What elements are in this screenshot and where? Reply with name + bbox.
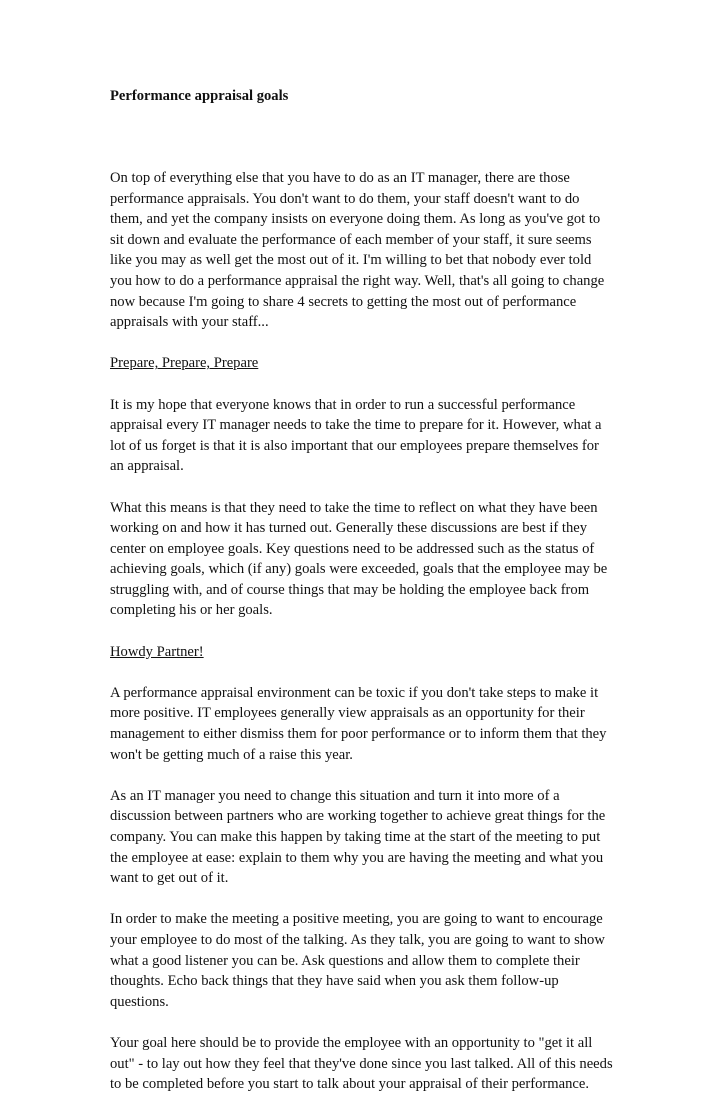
text-line: appraisal every IT manager needs to take the time to prepare for it. However, what a <box>110 417 602 434</box>
text-line: company. You can make this happen by taking time at the start of the meeting to put <box>110 829 601 845</box>
text-line: you how to do a performance appraisal the right way. Well, that's all going to change <box>110 272 605 289</box>
text-line: It is my hope that everyone knows that in order to run a successful performance <box>110 396 576 413</box>
section-heading-howdy-partner: Howdy Partner! <box>110 643 204 660</box>
text-line: performance appraisals. You don't want to do them, your staff doesn't want to do <box>110 190 580 207</box>
text-line: working on and how it has turned out. Generally these discussions are best if they <box>110 520 588 537</box>
text-line: On top of everything else that you have to do as an IT manager, there are those <box>110 170 570 186</box>
text-line: like you may as well get the most out of it. I'm willing to bet that nobody ever told <box>110 252 592 269</box>
text-line: the employee at ease: explain to them why you are having the meeting and what you <box>110 849 604 866</box>
text-line: struggling with, and of course things that may be holding the employee back from <box>110 581 590 598</box>
text-line: to be completed before you start to talk about your appraisal of their performance. <box>110 1076 589 1093</box>
text-line: As an IT manager you need to change this situation and turn it into more of a <box>110 787 560 804</box>
section1-paragraph-1 <box>110 395 630 477</box>
text-line: management to either dismiss them for poor performance or to inform them that they <box>110 726 607 743</box>
text-line: Your goal here should be to provide the employee with an opportunity to "get it all <box>110 1034 593 1051</box>
text-line: In order to make the meeting a positive meeting, you are going to want to encourage <box>110 911 603 928</box>
text-line: completing his or her goals. <box>110 602 273 619</box>
text-line: A performance appraisal environment can be toxic if you don't take steps to make it <box>110 684 599 701</box>
text-line: questions. <box>110 993 169 1010</box>
text-line: what a good listener you can be. Ask questions and allow them to complete their <box>110 952 580 969</box>
section2-paragraph-2 <box>110 786 630 889</box>
text-line: lot of us forget is that it is also important that our employees prepare themselves for <box>110 437 599 454</box>
text-line: want to get out of it. <box>110 870 229 887</box>
text-line: thoughts. Echo back things that they have said when you ask them follow-up <box>110 973 559 990</box>
section2-paragraph-4 <box>110 1033 630 1095</box>
text-line: won't be getting much of a raise this year. <box>110 746 353 763</box>
document-title: Performance appraisal goals <box>110 88 289 104</box>
document-body <box>110 168 630 1115</box>
text-line: achieving goals, which (if any) goals were exceeded, goals that the employee may be <box>110 561 608 578</box>
text-line: them, and yet the company insists on everyone doing them. As long as you've got to <box>110 211 601 228</box>
text-line: out" - to lay out how they feel that they've done since you last talked. All of this needs <box>110 1055 613 1072</box>
text-line: now because I'm going to share 4 secrets to getting the most out of performance <box>110 293 577 310</box>
intro-paragraph <box>110 168 630 333</box>
section2-paragraph-3 <box>110 909 630 1012</box>
text-line: appraisals with your staff... <box>110 314 269 331</box>
text-line: What this means is that they need to take the time to reflect on what they have been <box>110 499 598 516</box>
text-line: discussion between partners who are working together to achieve great things for the <box>110 808 606 825</box>
text-line: your employee to do most of the talking. As they talk, you are going to want to show <box>110 931 605 948</box>
text-line: center on employee goals. Key questions need to be addressed such as the status of <box>110 540 595 557</box>
section2-paragraph-1 <box>110 683 630 765</box>
section-heading-prepare: Prepare, Prepare, Prepare <box>110 355 259 372</box>
section1-paragraph-2 <box>110 498 630 622</box>
text-line: an appraisal. <box>110 458 184 475</box>
text-line: more positive. IT employees generally view appraisals as an opportunity for their <box>110 705 585 722</box>
text-line: sit down and evaluate the performance of each member of your staff, it sure seems <box>110 231 592 248</box>
